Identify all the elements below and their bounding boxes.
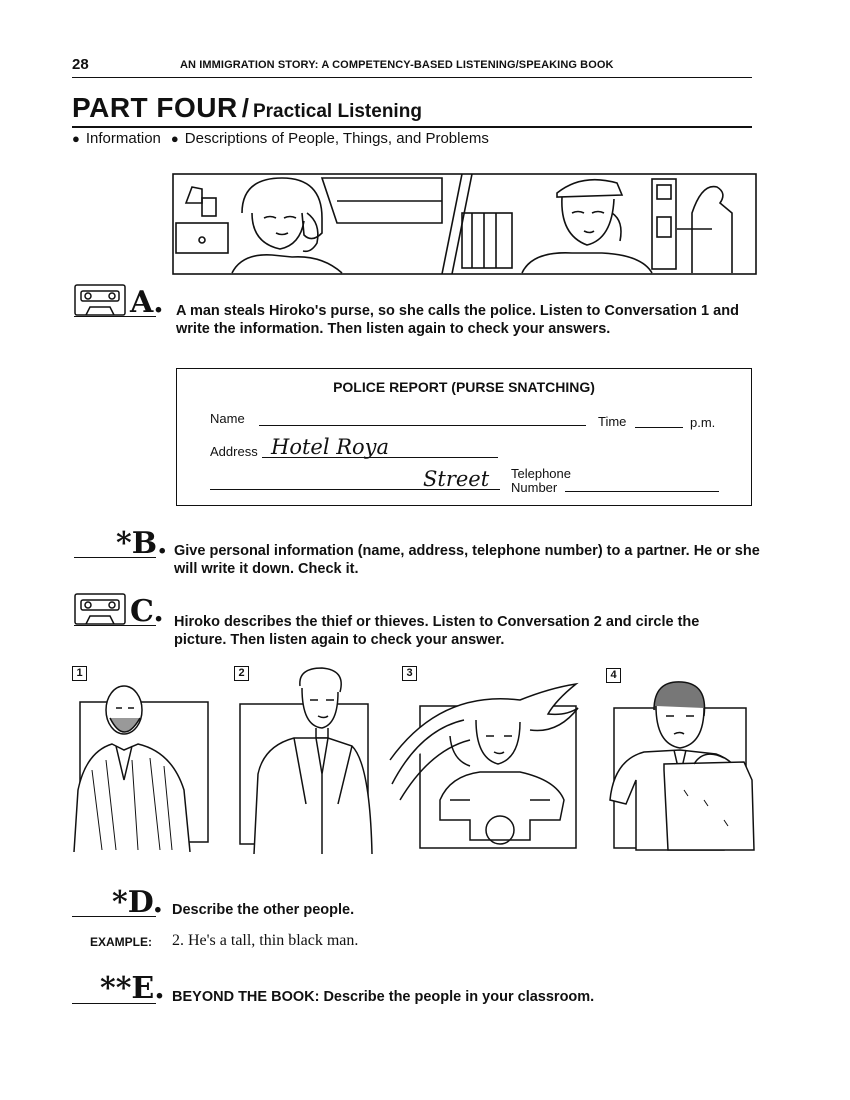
topic-item: Information [85,130,161,147]
suspect-2-picture[interactable] [234,664,380,854]
header-rule [72,77,752,78]
picture-number: 2 [234,666,249,681]
time-field[interactable] [635,427,683,428]
section-d-letter: *D. [112,885,164,920]
picture-number: 1 [72,666,87,681]
suspect-4-picture[interactable] [604,680,758,860]
cassette-icon [74,284,126,316]
example-text: 2. He's a tall, thin black man. [172,932,359,949]
section-b-letter: *B. [116,526,168,561]
number-label: Number [511,480,558,495]
section-e-letter: **E. [100,971,165,1006]
address-label: Address [210,444,258,459]
section-a-instruction: A man steals Hiroko's purse, so she calls the police. Listen to Conversation 1 and write the information. Then listen again to check your answers. [176,303,739,337]
bullet-icon: ● [72,131,80,146]
topic-item: Descriptions of People, Things, and Problems [184,130,489,147]
telephone-field[interactable] [565,491,719,492]
page-number: 28 [72,56,89,73]
example-label: EXAMPLE: [90,935,153,949]
pm-label: p.m. [690,415,716,430]
address-handwritten: Hotel Roya [271,435,390,459]
section-e-instruction: BEYOND THE BOOK: Describe the people in your classroom. [172,989,595,1005]
bullet-icon: ● [170,131,179,146]
section-c-letter: C. [130,594,164,629]
telephone-label: Telephone [511,466,571,481]
suspect-3-picture[interactable] [380,680,590,856]
name-field[interactable] [259,425,586,426]
part-heading [72,92,422,124]
part-slash: / [241,93,249,123]
cassette-icon [74,593,126,625]
topic-list [72,130,489,147]
section-b-instruction: Give personal information (name, address, telephone number) to a partner. He or she will write it down. Check it. [174,543,760,577]
section-d-rule [72,916,156,917]
part-subtitle: Practical Listening [252,101,422,122]
police-report-form [176,368,752,506]
phone-call-illustration [172,173,757,275]
section-e-rule [72,1003,156,1004]
street-handwritten: Street [423,467,490,491]
report-title: POLICE REPORT (PURSE SNATCHING) [333,379,595,395]
book-title: AN IMMIGRATION STORY: A COMPETENCY-BASED LISTENING/SPEAKING BOOK [180,59,614,71]
address-field[interactable] [262,457,498,458]
section-c-instruction: Hiroko describes the thief or thieves. Listen to Conversation 2 and circle the picture. Then listen again to check your answer. [174,614,700,648]
part-title: PART FOUR [72,92,238,123]
section-b-rule [74,557,156,558]
section-a-letter: A. [130,285,164,320]
section-c-rule [74,625,156,626]
time-label: Time [598,414,627,429]
picture-number: 3 [402,666,417,681]
picture-number: 4 [606,668,621,683]
part-rule [72,126,752,128]
suspect-1-picture[interactable] [72,680,214,852]
name-label: Name [210,411,245,426]
section-a-rule [74,316,156,317]
section-d-instruction: Describe the other people. [172,902,355,918]
